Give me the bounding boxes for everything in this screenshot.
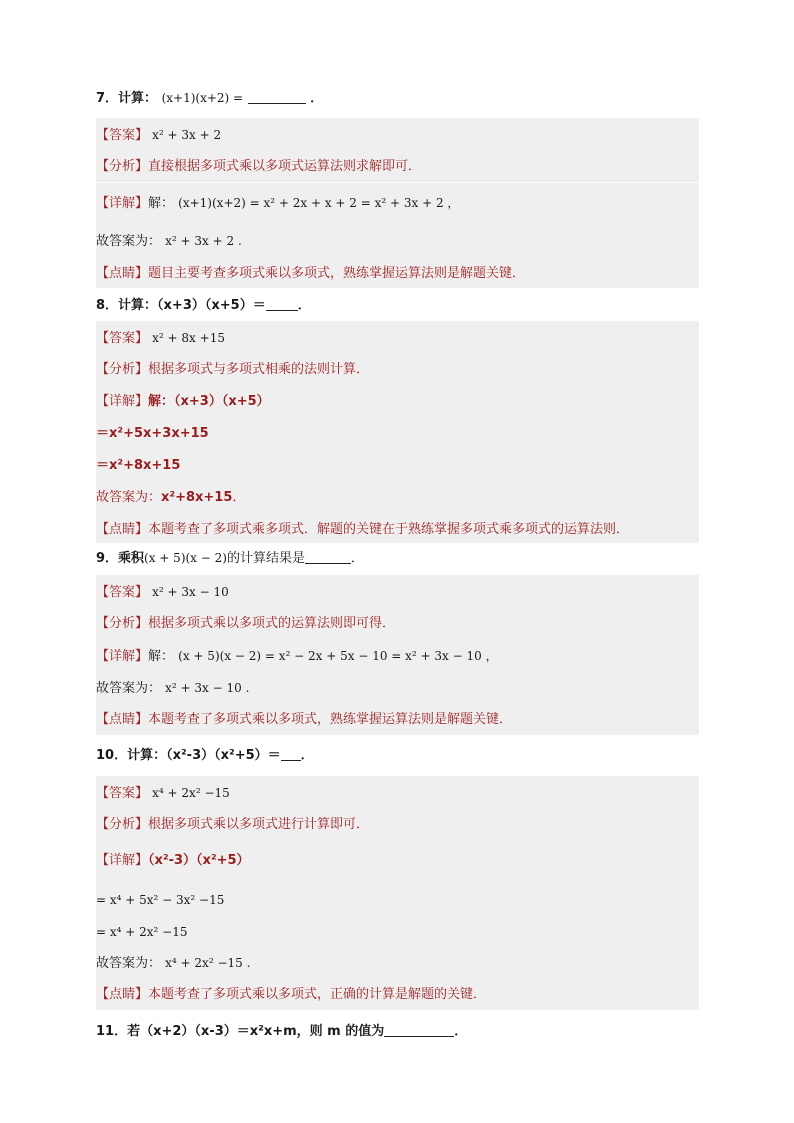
q10-answer-blank[interactable]: [281, 746, 301, 761]
q7-prefix: 7．计算：: [96, 91, 158, 106]
q8-comment-row: [96, 513, 699, 543]
q9-analysis-row: [96, 607, 699, 639]
q8-answer-blank[interactable]: [266, 296, 298, 311]
q8-final: x²+8x+15: [161, 490, 233, 505]
question-7: [96, 88, 699, 109]
analysis-tag: 【分析】: [96, 817, 149, 832]
analysis-tag: 【分析】: [96, 159, 149, 174]
final-lead: 故答案为：: [96, 681, 162, 696]
comment-tag: 【点睛】: [96, 712, 149, 727]
q7-comment: 题目主要考查多项式乘以多项式，熟练掌握运算法则是解题关键．: [148, 266, 526, 281]
q10-prefix: 10．计算：（x²-3）（x²+5）＝: [96, 748, 281, 763]
q9-answer: x² + 3x − 10: [152, 585, 229, 599]
q8-analysis-row: [96, 353, 699, 385]
q8-answer: x² + 8x +15: [152, 331, 225, 345]
q7-suffix: ．: [310, 91, 324, 106]
final-lead: 故答案为：: [96, 956, 162, 971]
q8-comment: 本题考查了多项式乘多项式．解题的关键在于熟练掌握多项式乘多项式的运算法则．: [148, 522, 630, 537]
comment-tag: 【点睛】: [96, 266, 149, 281]
q9-comment: 本题考查了多项式乘以多项式，熟练掌握运算法则是解题关键．: [148, 712, 513, 727]
q7-analysis: 直接根据多项式乘以多项式运算法则求解即可．: [148, 159, 422, 174]
q9-mid: 的计算结果是: [226, 551, 305, 566]
analysis-tag: 【分析】: [96, 616, 149, 631]
answer-tag: 【答案】: [96, 331, 149, 346]
final-lead: 故答案为：: [96, 490, 162, 505]
q7-answer: x² + 3x + 2: [152, 128, 222, 142]
q10-answer-row: [96, 776, 699, 808]
q8-prefix: 8．计算：（x+3）（x+5）＝: [96, 298, 266, 313]
q10-comment-row: [96, 978, 699, 1010]
q9-detail-expression: (x + 5)(x − 2) = x² − 2x + 5x − 10 = x² + 3x − 10 ，: [178, 649, 498, 663]
q10-suffix: ．: [300, 748, 314, 763]
final-lead: 故答案为：: [96, 234, 162, 249]
q7-final-row: [96, 223, 699, 257]
q8-step-1-text: ＝x²+5x+3x+15: [96, 426, 209, 441]
q8-final-row: [96, 481, 699, 513]
q7-answer-blank[interactable]: [248, 89, 306, 104]
comment-tag: 【点睛】: [96, 522, 149, 537]
question-8: [96, 296, 699, 316]
q8-final-suffix: ．: [232, 490, 246, 505]
q8-detail: 解：（x+3）（x+5）: [148, 394, 270, 409]
q11-suffix: ．: [454, 1024, 468, 1039]
q10-answer: x⁴ + 2x² −15: [152, 786, 230, 800]
q10-step-2-text: = x⁴ + 2x² −15: [96, 925, 188, 939]
q9-comment-row: [96, 703, 699, 735]
q9-final-row: [96, 671, 699, 703]
question-10: [96, 746, 699, 766]
q7-final: x² + 3x + 2 .: [165, 234, 242, 248]
detail-tag: 【详解】: [96, 394, 149, 409]
q9-suffix: ．: [350, 551, 364, 566]
q9-answer-blank[interactable]: [305, 549, 351, 564]
q11-answer-blank[interactable]: [384, 1022, 454, 1037]
q8-step-2: [96, 449, 699, 481]
q7-detail-lead: 解：: [148, 196, 175, 211]
answer-tag: 【答案】: [96, 128, 149, 143]
q8-step-2-text: ＝x²+8x+15: [96, 458, 181, 473]
q7-analysis-row: [96, 150, 699, 182]
analysis-tag: 【分析】: [96, 362, 149, 377]
q7-detail-expression: (x+1)(x+2) = x² + 2x + x + 2 = x² + 3x + 2 ，: [178, 196, 460, 210]
answer-tag: 【答案】: [96, 786, 149, 801]
q7-detail-row: [96, 183, 699, 223]
detail-tag: 【详解】: [96, 853, 149, 868]
q9-prefix: 9．乘积: [96, 551, 145, 566]
q7-answer-row: [96, 118, 699, 150]
q10-step-1-text: = x⁴ + 5x² − 3x² −15: [96, 893, 225, 907]
q9-expression: (x + 5)(x − 2): [144, 551, 227, 565]
question-9: [96, 548, 699, 569]
q10-detail: （x²-3）（x²+5）: [148, 853, 250, 868]
q10-final-row: [96, 946, 699, 978]
q10-comment: 本题考查了多项式乘以多项式，正确的计算是解题的关键．: [148, 987, 487, 1002]
q9-detail-lead: 解：: [148, 649, 175, 664]
q7-expression: (x+1)(x+2) =: [161, 91, 244, 105]
answer-tag: 【答案】: [96, 585, 149, 600]
q10-step-2: [96, 915, 699, 946]
q10-detail-row: [96, 841, 699, 881]
q10-analysis: 根据多项式乘以多项式进行计算即可．: [148, 817, 370, 832]
q7-comment-row: [96, 257, 699, 288]
q10-step-1: [96, 881, 699, 915]
q9-analysis: 根据多项式乘以多项式的运算法则即可得．: [148, 616, 396, 631]
q8-detail-row: [96, 385, 699, 417]
detail-tag: 【详解】: [96, 196, 149, 211]
q8-analysis: 根据多项式与多项式相乘的法则计算．: [148, 362, 370, 377]
q8-suffix: ．: [297, 298, 311, 313]
q9-final: x² + 3x − 10 .: [165, 681, 250, 695]
q9-detail-row: [96, 639, 699, 671]
q8-step-1: [96, 417, 699, 449]
comment-tag: 【点睛】: [96, 987, 149, 1002]
question-11: [96, 1022, 699, 1042]
detail-tag: 【详解】: [96, 649, 149, 664]
q11-prefix: 11．若（x+2）（x-3）＝x²x+m，则 m 的值为: [96, 1024, 385, 1039]
q10-analysis-row: [96, 808, 699, 841]
q9-answer-row: [96, 575, 699, 607]
q10-final: x⁴ + 2x² −15 .: [165, 956, 251, 970]
q8-answer-row: [96, 321, 699, 353]
